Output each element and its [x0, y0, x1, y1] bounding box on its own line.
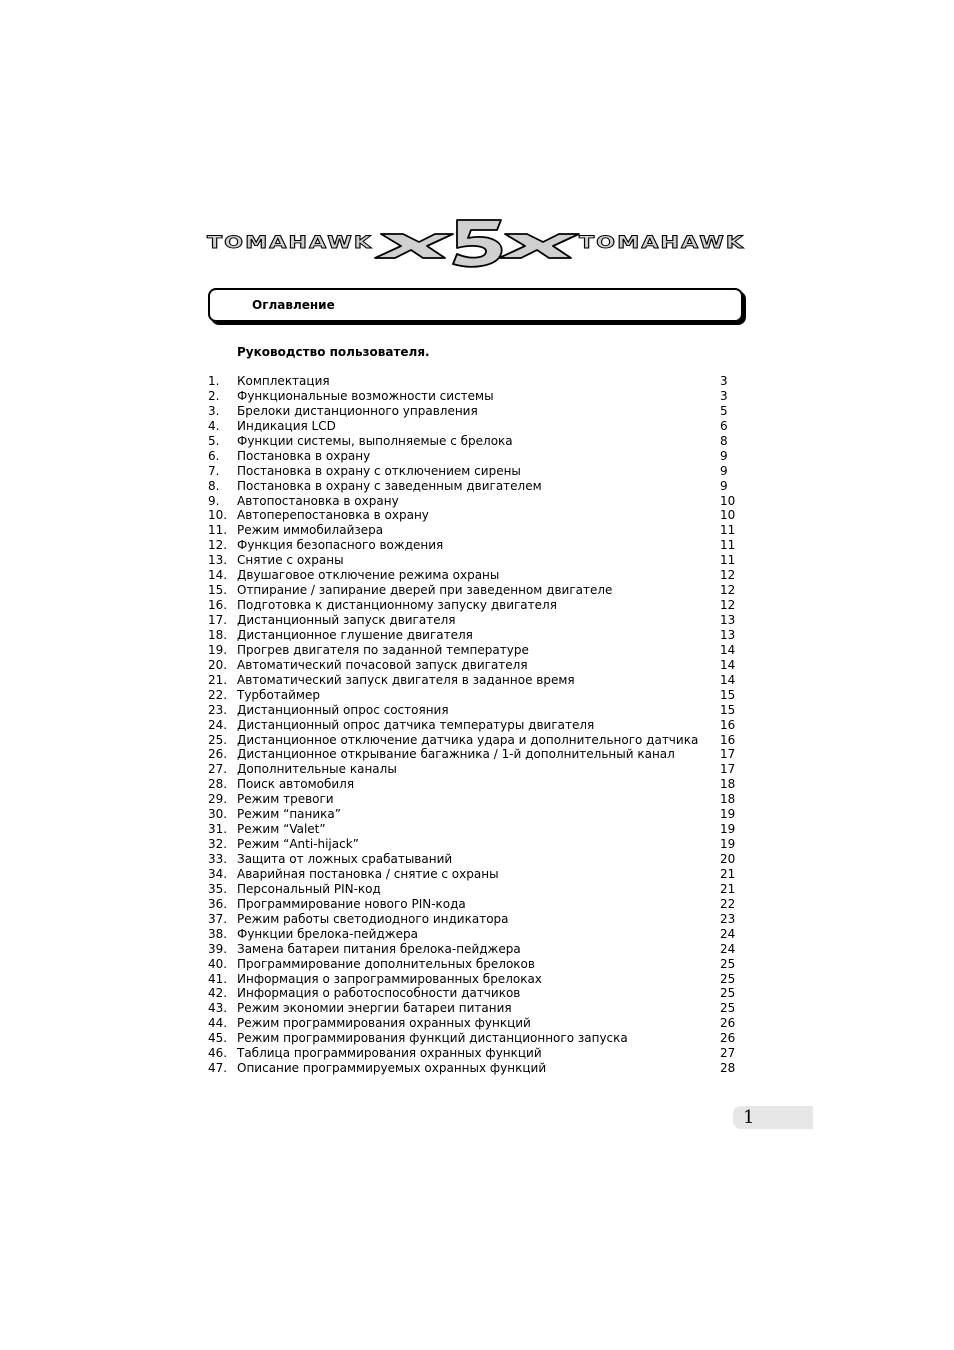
toc-entry-title: Комплектация	[237, 374, 330, 388]
toc-entry-title: Аварийная постановка / снятие с охраны	[237, 866, 499, 881]
toc-entry	[208, 508, 738, 523]
toc-entry-number: 13.	[208, 553, 228, 568]
toc-entry	[208, 553, 738, 568]
toc-entry	[208, 837, 738, 852]
toc-entry-page: 25	[720, 1001, 736, 1016]
toc-entry	[208, 927, 738, 942]
toc-entry-page: 21	[720, 881, 736, 896]
toc-entry	[208, 673, 738, 688]
toc-entry-page: 3	[720, 388, 728, 403]
toc-entry-title: Режим “Anti-hijack”	[237, 837, 359, 852]
toc-entry-number: 14.	[208, 568, 228, 583]
toc-entry-number: 18.	[208, 627, 228, 642]
toc-entry-number: 39.	[208, 941, 228, 956]
toc-entry-title: Программирование нового PIN-кода	[237, 896, 466, 911]
toc-entry-page: 25	[720, 956, 736, 971]
toc-entry-page: 18	[720, 792, 736, 807]
toc-entry	[208, 598, 738, 613]
toc-entry-page: 12	[720, 598, 736, 613]
toc-entry-title: Таблица программирования охранных функций	[237, 1046, 542, 1061]
toc-entry-title: Режим экономии энергии батареи питания	[237, 1001, 512, 1016]
toc-entry-title: Автоматический запуск двигателя в заданное время	[237, 672, 575, 687]
logo-right-text: TOMAHAWK	[579, 233, 745, 253]
toc-entry-number: 23.	[208, 702, 228, 717]
toc-entry-title: Режим иммобилайзера	[237, 523, 384, 538]
toc-entry-page: 18	[720, 777, 736, 792]
toc-entry-title: Турботаймер	[237, 687, 320, 702]
toc-entry-title: Функции системы, выполняемые с брелока	[237, 433, 513, 448]
toc-entry-title: Постановка в охрану	[237, 448, 371, 463]
toc-entry	[208, 1046, 738, 1061]
tomahawk-x5-logo	[205, 214, 750, 270]
toc-entry-number: 41.	[208, 971, 228, 986]
toc-entry-number: 25.	[208, 732, 228, 747]
toc-entry	[208, 449, 738, 464]
toc-entry-title: Функциональные возможности системы	[237, 388, 494, 403]
toc-entry-page: 13	[720, 613, 736, 627]
toc-entry-title: Режим “Valet”	[237, 822, 326, 837]
toc-entry-number: 22.	[208, 687, 228, 702]
toc-entry-title: Программирование дополнительных брелоков	[237, 956, 535, 971]
toc-entry-title: Автоматический почасовой запуск двигателя	[237, 657, 528, 672]
toc-entry-title: Постановка в охрану с отключением сирены	[237, 463, 521, 478]
toc-entry-title: Дистанционный запуск двигателя	[237, 613, 456, 627]
toc-entry-number: 27.	[208, 762, 228, 777]
toc-entry-title: Индикация LCD	[237, 418, 336, 433]
toc-entry	[208, 957, 738, 972]
toc-entry-number: 8.	[208, 478, 220, 493]
toc-entry-number: 15.	[208, 583, 228, 598]
toc-entry-page: 12	[720, 583, 736, 598]
toc-entry-number: 37.	[208, 911, 228, 926]
toc-entry-title: Постановка в охрану с заведенным двигателем	[237, 478, 542, 493]
toc-entry-page: 14	[720, 672, 736, 687]
toc-entry	[208, 747, 738, 762]
toc-entry-number: 31.	[208, 822, 228, 837]
toc-entry-title: Режим работы светодиодного индикатора	[237, 911, 509, 926]
toc-entry-page: 9	[720, 478, 728, 493]
toc-entry-page: 23	[720, 911, 736, 926]
toc-entry	[208, 807, 738, 822]
toc-entry-title: Брелоки дистанционного управления	[237, 403, 478, 418]
toc-entry-page: 5	[720, 403, 728, 418]
toc-entry-title: Замена батареи питания брелока-пейджера	[237, 941, 521, 956]
toc-entry	[208, 1031, 738, 1046]
toc-entry-number: 40.	[208, 956, 228, 971]
toc-entry	[208, 583, 738, 598]
toc-entry-page: 25	[720, 986, 736, 1001]
toc-entry-page: 6	[720, 418, 728, 433]
toc-entry-number: 1.	[208, 374, 220, 388]
toc-entry-page: 11	[720, 523, 736, 538]
toc-entry-page: 17	[720, 762, 736, 777]
toc-entry-title: Режим программирования охранных функций	[237, 1016, 531, 1031]
toc-entry	[208, 568, 738, 583]
toc-entry-title: Автоперепостановка в охрану	[237, 508, 429, 523]
toc-entry	[208, 1061, 738, 1076]
toc-entry-title: Дистанционное отключение датчика удара и дополнительного датчика	[237, 732, 699, 747]
toc-entry-number: 17.	[208, 613, 228, 627]
toc-entry-title: Подготовка к дистанционному запуску двигателя	[237, 598, 557, 613]
toc-entry	[208, 1001, 738, 1016]
toc-entry	[208, 494, 738, 509]
toc-entry	[208, 1016, 738, 1031]
toc-entry-page: 10	[720, 493, 736, 508]
toc-entry-title: Автопостановка в охрану	[237, 493, 399, 508]
toc-entry-page: 25	[720, 971, 736, 986]
toc-entry-page: 19	[720, 822, 736, 837]
toc-entry-page: 11	[720, 538, 736, 553]
toc-entry	[208, 703, 738, 718]
toc-entry-number: 45.	[208, 1031, 228, 1046]
toc-entry-page: 19	[720, 837, 736, 852]
toc-entry-page: 15	[720, 687, 736, 702]
toc-entry	[208, 852, 738, 867]
logo-left-text: TOMAHAWK	[207, 233, 373, 253]
toc-entry-page: 26	[720, 1031, 736, 1046]
toc-entry-page: 14	[720, 642, 736, 657]
toc-entry-number: 47.	[208, 1061, 228, 1076]
toc-entry-number: 36.	[208, 896, 228, 911]
toc-entry	[208, 897, 738, 912]
toc-entry-page: 13	[720, 627, 736, 642]
toc-entry	[208, 972, 738, 987]
toc-entry-number: 7.	[208, 463, 220, 478]
toc-entry	[208, 733, 738, 748]
section-title: Оглавление	[252, 298, 335, 312]
table-of-contents	[208, 374, 738, 1076]
toc-entry-page: 12	[720, 568, 736, 583]
toc-entry-number: 24.	[208, 717, 228, 732]
toc-entry	[208, 628, 738, 643]
toc-entry-number: 34.	[208, 866, 228, 881]
section-header-box	[208, 288, 743, 322]
toc-entry-page: 17	[720, 747, 736, 762]
toc-entry-page: 3	[720, 374, 728, 388]
toc-entry	[208, 942, 738, 957]
toc-entry	[208, 986, 738, 1001]
toc-entry-page: 20	[720, 852, 736, 866]
toc-entry-number: 12.	[208, 538, 228, 553]
toc-entry-page: 10	[720, 508, 736, 523]
toc-entry-title: Отпирание / запирание дверей при заведенном двигателе	[237, 583, 613, 598]
toc-entry	[208, 613, 738, 628]
toc-entry-number: 32.	[208, 837, 228, 852]
toc-entry-title: Поиск автомобиля	[237, 777, 355, 792]
toc-entry-title: Дистанционное глушение двигателя	[237, 627, 473, 642]
toc-entry-page: 19	[720, 807, 736, 822]
toc-entry	[208, 658, 738, 673]
toc-entry-number: 2.	[208, 388, 220, 403]
toc-entry-number: 5.	[208, 433, 220, 448]
toc-entry-page: 9	[720, 448, 728, 463]
toc-entry	[208, 777, 738, 792]
toc-entry	[208, 882, 738, 897]
toc-entry-number: 46.	[208, 1046, 228, 1061]
toc-entry-page: 16	[720, 717, 736, 732]
toc-entry-number: 28.	[208, 777, 228, 792]
toc-entry-page: 14	[720, 657, 736, 672]
toc-entry-page: 24	[720, 926, 736, 941]
toc-entry-page: 8	[720, 433, 728, 448]
toc-entry-number: 19.	[208, 642, 228, 657]
toc-entry	[208, 867, 738, 882]
toc-entry-title: Дистанционный опрос датчика температуры двигателя	[237, 717, 595, 732]
toc-entry-title: Персональный PIN-код	[237, 881, 381, 896]
toc-entry	[208, 688, 738, 703]
toc-entry	[208, 389, 738, 404]
toc-entry-number: 10.	[208, 508, 228, 523]
toc-entry	[208, 718, 738, 733]
toc-entry-page: 27	[720, 1046, 736, 1061]
toc-entry	[208, 912, 738, 927]
toc-entry	[208, 374, 738, 389]
guide-title: Руководство пользователя.	[237, 345, 430, 359]
toc-entry-number: 35.	[208, 881, 228, 896]
toc-entry-number: 26.	[208, 747, 228, 762]
toc-entry-title: Дистанционное открывание багажника / 1-й дополнительный канал	[237, 747, 675, 762]
toc-entry-number: 21.	[208, 672, 228, 687]
toc-entry-number: 20.	[208, 657, 228, 672]
page-number-tab	[733, 1106, 813, 1129]
toc-entry	[208, 762, 738, 777]
toc-entry-title: Снятие с охраны	[237, 553, 344, 568]
toc-entry-title: Функция безопасного вождения	[237, 538, 444, 553]
toc-entry-title: Режим программирования функций дистанционного запуска	[237, 1031, 628, 1046]
toc-entry-page: 9	[720, 463, 728, 478]
toc-entry-title: Двушаговое отключение режима охраны	[237, 568, 500, 583]
toc-entry-page: 28	[720, 1061, 736, 1076]
toc-entry-number: 43.	[208, 1001, 228, 1016]
toc-entry-title: Функции брелока-пейджера	[237, 926, 418, 941]
toc-entry-page: 24	[720, 941, 736, 956]
toc-entry	[208, 643, 738, 658]
toc-entry-title: Прогрев двигателя по заданной температуре	[237, 642, 529, 657]
toc-entry	[208, 479, 738, 494]
toc-entry	[208, 523, 738, 538]
toc-entry-number: 6.	[208, 448, 220, 463]
toc-entry-number: 3.	[208, 403, 220, 418]
toc-entry-page: 21	[720, 866, 736, 881]
toc-entry-title: Защита от ложных срабатываний	[237, 852, 453, 866]
toc-entry-title: Режим “паника”	[237, 807, 341, 822]
toc-entry-title: Дистанционный опрос состояния	[237, 702, 449, 717]
toc-entry-number: 4.	[208, 418, 220, 433]
toc-entry-title: Информация о работоспособности датчиков	[237, 986, 521, 1001]
toc-entry-page: 16	[720, 732, 736, 747]
toc-entry-number: 33.	[208, 852, 228, 866]
toc-entry-number: 38.	[208, 926, 228, 941]
toc-entry-page: 15	[720, 702, 736, 717]
toc-entry	[208, 419, 738, 434]
toc-entry	[208, 822, 738, 837]
toc-entry-number: 29.	[208, 792, 228, 807]
toc-entry	[208, 464, 738, 479]
toc-entry-page: 26	[720, 1016, 736, 1031]
toc-entry-number: 11.	[208, 523, 228, 538]
toc-entry-number: 30.	[208, 807, 228, 822]
toc-entry-number: 44.	[208, 1016, 228, 1031]
toc-entry-title: Режим тревоги	[237, 792, 334, 807]
toc-entry-title: Описание программируемых охранных функций	[237, 1061, 547, 1076]
toc-entry-number: 42.	[208, 986, 228, 1001]
toc-entry-number: 9.	[208, 493, 220, 508]
page-number: 1	[743, 1107, 755, 1128]
toc-entry-title: Информация о запрограммированных брелоках	[237, 971, 542, 986]
toc-entry	[208, 434, 738, 449]
toc-entry	[208, 538, 738, 553]
toc-entry-page: 11	[720, 553, 736, 568]
toc-entry-number: 16.	[208, 598, 228, 613]
toc-entry-page: 22	[720, 896, 736, 911]
toc-entry-title: Дополнительные каналы	[237, 762, 397, 777]
toc-entry	[208, 792, 738, 807]
toc-entry	[208, 404, 738, 419]
